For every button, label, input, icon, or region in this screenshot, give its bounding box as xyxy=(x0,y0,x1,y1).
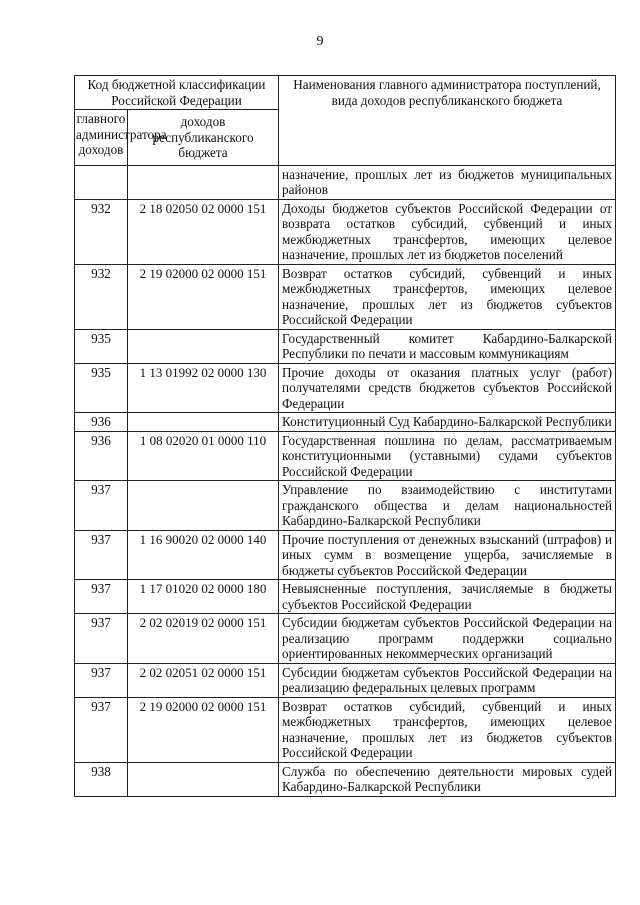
admin-code-cell: 935 xyxy=(75,363,128,413)
table-row xyxy=(75,264,616,329)
name-cell: Служба по обеспечению деятельности мировых судей Кабардино-Балкарской Республики xyxy=(279,762,616,796)
header-admin: главного администратора доходов xyxy=(75,110,128,166)
name-cell: Государственный комитет Кабардино-Балкарской Республики по печати и массовым коммуникациям xyxy=(279,329,616,363)
header-income: доходов республиканского бюджета xyxy=(128,110,279,166)
income-code-cell: 2 19 02000 02 0000 151 xyxy=(128,264,279,329)
admin-code-cell: 937 xyxy=(75,614,128,664)
admin-code-cell: 935 xyxy=(75,329,128,363)
admin-code-cell: 937 xyxy=(75,481,128,531)
table-row xyxy=(75,481,616,531)
table-row xyxy=(75,413,616,432)
income-code-cell xyxy=(128,413,279,432)
name-cell: Прочие доходы от оказания платных услуг (работ) получателями средств бюджетов субъектов Российской Федерации xyxy=(279,363,616,413)
income-code-cell xyxy=(128,762,279,796)
header-row-group xyxy=(75,76,616,110)
table-row xyxy=(75,614,616,664)
name-cell: Управление по взаимодействию с институтами гражданского общества и делам национальностей Кабардино-Балкарской Республики xyxy=(279,481,616,531)
income-code-cell xyxy=(128,329,279,363)
table-row xyxy=(75,580,616,614)
income-code-cell: 2 02 02051 02 0000 151 xyxy=(128,663,279,697)
name-cell: Субсидии бюджетам субъектов Российской Федерации на реализацию программ поддержки социально ориентированных некоммерческих организаций xyxy=(279,614,616,664)
name-cell: Государственная пошлина по делам, рассматриваемым конституционными (уставными) судами субъектов Российской Федерации xyxy=(279,431,616,481)
income-code-cell: 1 13 01992 02 0000 130 xyxy=(128,363,279,413)
income-code-cell xyxy=(128,481,279,531)
table-row xyxy=(75,199,616,264)
income-code-cell xyxy=(128,165,279,199)
admin-code-cell: 936 xyxy=(75,413,128,432)
admin-code-cell: 937 xyxy=(75,697,128,762)
admin-code-cell: 938 xyxy=(75,762,128,796)
table-row xyxy=(75,165,616,199)
name-cell: Невыясненные поступления, зачисляемые в бюджеты субъектов Российской Федерации xyxy=(279,580,616,614)
income-code-cell: 1 08 02020 01 0000 110 xyxy=(128,431,279,481)
admin-code-cell: 937 xyxy=(75,530,128,580)
income-code-cell: 1 17 01020 02 0000 180 xyxy=(128,580,279,614)
header-name: Наименования главного администратора поступлений, вида доходов республиканского бюджета xyxy=(279,76,616,166)
header-classification-code: Код бюджетной классификации Российской Федерации xyxy=(75,76,279,110)
table-row xyxy=(75,663,616,697)
table-body xyxy=(75,165,616,796)
income-code-cell: 2 02 02019 02 0000 151 xyxy=(128,614,279,664)
name-cell: Доходы бюджетов субъектов Российской Федерации от возврата остатков субсидий, субвенций и иных межбюджетных трансфертов, имеющих целевое назначение, прошлых лет из бюджетов поселений xyxy=(279,199,616,264)
admin-code-cell: 936 xyxy=(75,431,128,481)
admin-code-cell: 937 xyxy=(75,580,128,614)
income-code-cell: 2 18 02050 02 0000 151 xyxy=(128,199,279,264)
page-number: 9 xyxy=(316,34,324,49)
income-code-cell: 1 16 90020 02 0000 140 xyxy=(128,530,279,580)
income-code-cell: 2 19 02000 02 0000 151 xyxy=(128,697,279,762)
admin-code-cell xyxy=(75,165,128,199)
name-cell: Возврат остатков субсидий, субвенций и иных межбюджетных трансфертов, имеющих целевое назначение, прошлых лет из бюджетов субъектов Российской Федерации xyxy=(279,264,616,329)
name-cell: Возврат остатков субсидий, субвенций и иных межбюджетных трансфертов, имеющих целевое назначение, прошлых лет из бюджетов субъектов Российской Федерации xyxy=(279,697,616,762)
table-row xyxy=(75,363,616,413)
admin-code-cell: 932 xyxy=(75,264,128,329)
admin-code-cell: 932 xyxy=(75,199,128,264)
table-row xyxy=(75,431,616,481)
name-cell: Конституционный Суд Кабардино-Балкарской Республики xyxy=(279,413,616,432)
table-row xyxy=(75,697,616,762)
budget-classification-table xyxy=(74,75,616,797)
name-cell: Субсидии бюджетам субъектов Российской Федерации на реализацию федеральных целевых программ xyxy=(279,663,616,697)
name-cell: назначение, прошлых лет из бюджетов муниципальных районов xyxy=(279,165,616,199)
name-cell: Прочие поступления от денежных взысканий (штрафов) и иных сумм в возмещение ущерба, зачисляемые в бюджеты субъектов Российской Федерации xyxy=(279,530,616,580)
admin-code-cell: 937 xyxy=(75,663,128,697)
table-row xyxy=(75,329,616,363)
table-row xyxy=(75,762,616,796)
table-row xyxy=(75,530,616,580)
